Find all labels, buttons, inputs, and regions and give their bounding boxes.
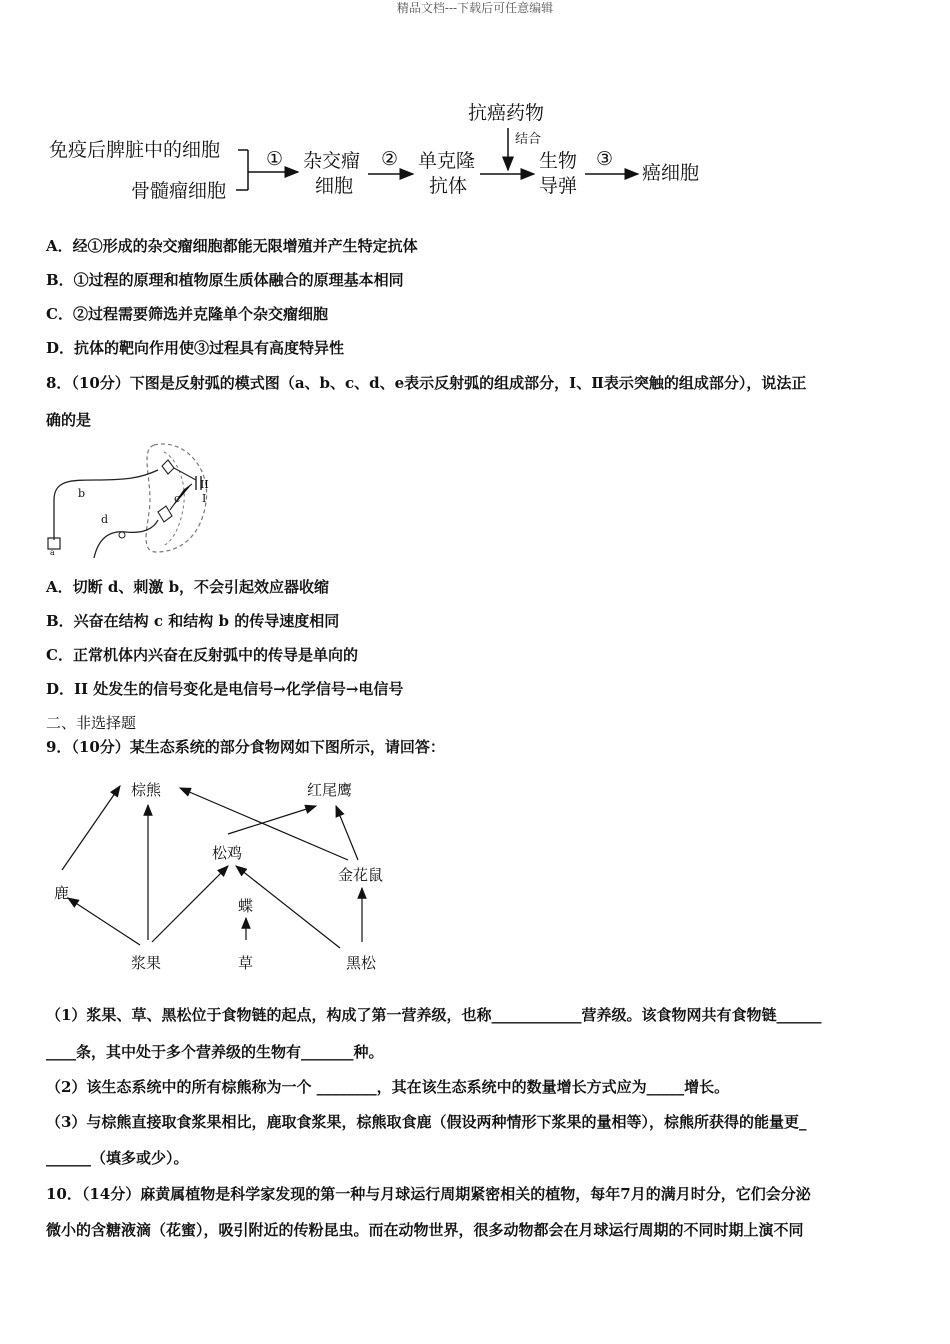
bio-missile-label-2: 导弹 [539,175,578,197]
node-grouse: 松鸡 [212,844,243,862]
node-chipmunk: 金花鼠 [338,866,384,884]
q8-option-a: A．切断 d、刺激 b，不会引起效应器收缩 [46,578,330,596]
q9-part1-line2: ____条，其中处于多个营养级的生物有_______种。 [46,1043,384,1061]
spleen-cells-label: 免疫后脾脏中的细胞 [49,139,221,161]
q9-part1-line1: （1）浆果、草、黑松位于食物链的起点，构成了第一营养级，也称____________营养级。该食物网共有食物链______ [46,1006,822,1024]
page-header: 精品文档---下载后可任意编辑 [396,1,554,15]
node-black-pine: 黑松 [346,954,377,972]
hybridoma-label-1: 杂交瘤 [303,150,361,172]
node-brown-bear: 棕熊 [131,781,162,799]
monoclonal-label-2: 抗体 [429,175,468,197]
q8-option-c: C．正常机体内兴奋在反射弧中的传导是单向的 [46,646,358,664]
q7-option-c: C．②过程需要筛选并克隆单个杂交瘤细胞 [46,305,328,323]
step1-label: ① [266,148,284,170]
q9-title: 9．（10分）某生态系统的部分食物网如下图所示，请回答： [46,738,445,756]
bind-label: 结合 [515,132,542,147]
section2-heading: 二、非选择题 [46,714,137,732]
q7-option-b: B．①过程的原理和植物原生质体融合的原理基本相同 [46,271,404,289]
anticancer-drug-label: 抗癌药物 [468,102,545,124]
q8-option-b: B．兴奋在结构 c 和结构 b 的传导速度相同 [46,612,340,630]
node-deer: 鹿 [54,884,70,902]
step2-label: ② [381,148,399,170]
label-II: II [200,478,209,491]
bio-missile-label-1: 生物 [539,150,578,172]
step3-label: ③ [596,148,614,170]
cancer-cell-label: 癌细胞 [642,162,700,184]
hybridoma-label-2: 细胞 [315,175,354,197]
monoclonal-label-1: 单克隆 [418,150,476,172]
q8-question-line1: 8．（10分）下图是反射弧的模式图（a、b、c、d、e表示反射弧的组成部分，I、Ⅱ表示突触的组成部分），说法正 [46,374,807,392]
label-c: c [174,492,181,505]
q8-question-line2: 确的是 [46,411,92,429]
q7-option-d: D．抗体的靶向作用使③过程具有高度特异性 [46,339,345,357]
label-b: b [78,487,86,500]
q9-part3-line2: ______（填多或少）。 [46,1149,189,1167]
label-d: d [101,513,109,526]
myeloma-cells-label: 骨髓瘤细胞 [131,180,227,202]
q9-part2: （2）该生态系统中的所有棕熊称为一个 ________，其在该生态系统中的数量增长方式应为_____增长。 [46,1078,730,1096]
node-red-tailed-hawk: 红尾鹰 [307,781,353,799]
label-I: I [202,492,207,505]
node-butterfly: 蝶 [238,897,254,915]
node-grass: 草 [238,954,254,972]
q7-option-a: A．经①形成的杂交瘤细胞都能无限增殖并产生特定抗体 [46,237,418,255]
q10-line1: 10．（14分）麻黄属植物是科学家发现的第一种与月球运行周期紧密相关的植物，每年7月的满月时分，它们会分泌 [46,1185,811,1203]
q8-option-d: D．II 处发生的信号变化是电信号→化学信号→电信号 [46,680,404,698]
q9-part3-line1: （3）与棕熊直接取食浆果相比，鹿取食浆果，棕熊取食鹿（假设两种情形下浆果的量相等），棕熊所获得的能量更_ [46,1113,807,1131]
q10-line2: 微小的含糖液滴（花蜜），吸引附近的传粉昆虫。而在动物世界，很多动物都会在月球运行周期的不同时期上演不同 [46,1221,804,1239]
label-a: a [50,548,55,557]
node-berry: 浆果 [131,954,162,972]
